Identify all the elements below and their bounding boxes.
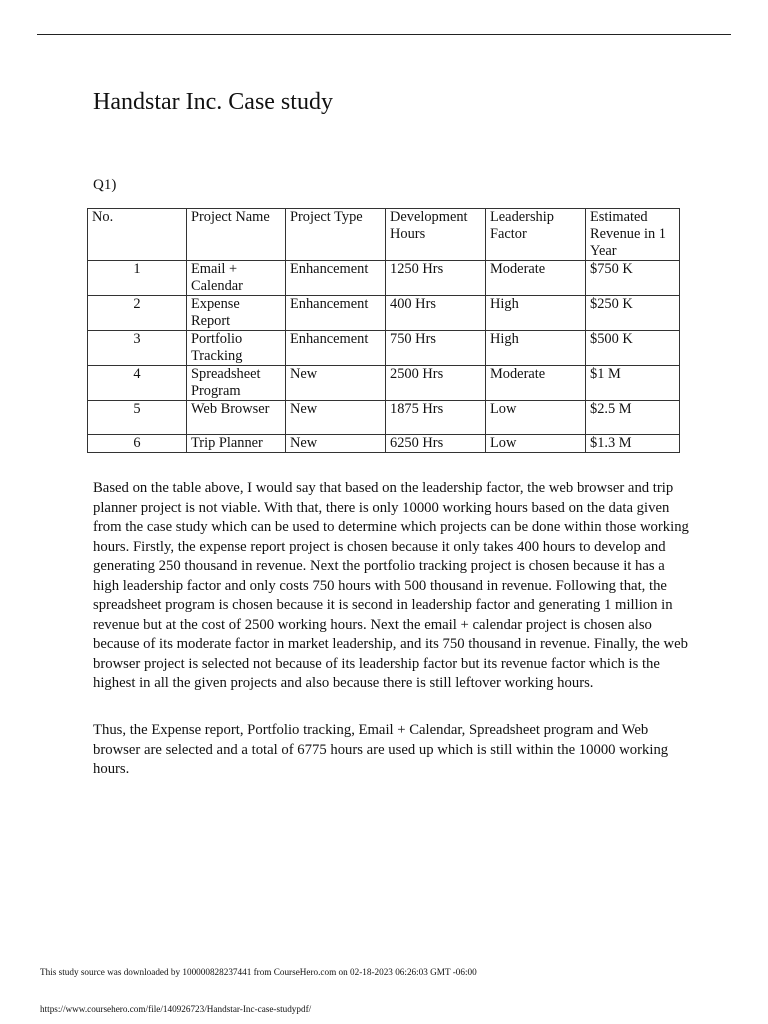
- analysis-paragraph: Based on the table above, I would say that based on the leadership factor, the web browser and trip planner project is not viable. With that, there is only 10000 working hours based on the data given from the case study which can be used to determine which projects can be done within those working hours. Firstly, the expense report project is chosen because it only takes 400 hours to develop and generating 250 thousand in revenue. Next the portfolio tracking project is chosen because it has a high leadership factor and only costs 750 hours with 500 thousand in revenue. Following that, the spreadsheet program is chosen because it is second in leadership factor and generating 1 million in revenue but at the cost of 2500 working hours. Next the email + calendar project is chosen also because of its moderate factor in market leadership, and its 750 thousand in revenue. Finally, the web browser project is selected not because of its leadership factor but its revenue factor which is the highest in all the given projects and also because there is still leftover working hours.: [93, 480, 689, 691]
- table-row: [88, 366, 680, 401]
- cell-project-name: Trip Planner: [187, 435, 286, 453]
- cell-leadership-factor: High: [486, 331, 586, 366]
- cell-project-type: New: [286, 401, 386, 435]
- table-header-row: [88, 209, 680, 261]
- cell-project-type: New: [286, 435, 386, 453]
- document-title: Handstar Inc. Case study: [93, 89, 333, 115]
- cell-project-type: Enhancement: [286, 331, 386, 366]
- cell-no: 6: [88, 435, 187, 453]
- cell-leadership-factor: Low: [486, 401, 586, 435]
- question-label: Q1): [93, 177, 117, 193]
- cell-development-hours: 1875 Hrs: [386, 401, 486, 435]
- cell-project-type: Enhancement: [286, 296, 386, 331]
- cell-development-hours: 400 Hrs: [386, 296, 486, 331]
- cell-project-type: New: [286, 366, 386, 401]
- cell-project-name: Spreadsheet Program: [187, 366, 286, 401]
- conclusion-paragraph: Thus, the Expense report, Portfolio tracking, Email + Calendar, Spreadsheet program and Web browser are selected and a total of 6775 hours are used up which is still within the 10000 working hours.: [93, 722, 669, 777]
- cell-leadership-factor: High: [486, 296, 586, 331]
- cell-leadership-factor: Low: [486, 435, 586, 453]
- header-project-name: Project Name: [187, 209, 286, 261]
- cell-project-name: Portfolio Tracking: [187, 331, 286, 366]
- header-leadership-factor: Leadership Factor: [486, 209, 586, 261]
- header-project-type: Project Type: [286, 209, 386, 261]
- table-row: [88, 401, 680, 435]
- cell-no: 3: [88, 331, 187, 366]
- header-development-hours: Development Hours: [386, 209, 486, 261]
- cell-project-name: Email + Calendar: [187, 261, 286, 296]
- cell-development-hours: 2500 Hrs: [386, 366, 486, 401]
- cell-development-hours: 750 Hrs: [386, 331, 486, 366]
- cell-leadership-factor: Moderate: [486, 261, 586, 296]
- cell-no: 4: [88, 366, 187, 401]
- cell-no: 5: [88, 401, 187, 435]
- cell-no: 1: [88, 261, 187, 296]
- projects-table: [87, 208, 680, 453]
- cell-leadership-factor: Moderate: [486, 366, 586, 401]
- cell-estimated-revenue: $1 M: [586, 366, 680, 401]
- top-divider: [37, 34, 731, 35]
- source-url: https://www.coursehero.com/file/140926723/Handstar-Inc-case-studypdf/: [40, 1004, 312, 1014]
- cell-estimated-revenue: $250 K: [586, 296, 680, 331]
- table-row: [88, 435, 680, 453]
- cell-estimated-revenue: $2.5 M: [586, 401, 680, 435]
- table-row: [88, 296, 680, 331]
- download-notice: This study source was downloaded by 100000828237441 from CourseHero.com on 02-18-2023 06:26:03 GMT -06:00: [40, 967, 477, 977]
- cell-development-hours: 6250 Hrs: [386, 435, 486, 453]
- cell-development-hours: 1250 Hrs: [386, 261, 486, 296]
- table-row: [88, 331, 680, 366]
- header-no: No.: [88, 209, 187, 261]
- header-estimated-revenue: Estimated Revenue in 1 Year: [586, 209, 680, 261]
- cell-estimated-revenue: $500 K: [586, 331, 680, 366]
- table-row: [88, 261, 680, 296]
- cell-project-type: Enhancement: [286, 261, 386, 296]
- cell-estimated-revenue: $750 K: [586, 261, 680, 296]
- cell-estimated-revenue: $1.3 M: [586, 435, 680, 453]
- cell-project-name: Web Browser: [187, 401, 286, 435]
- cell-project-name: Expense Report: [187, 296, 286, 331]
- cell-no: 2: [88, 296, 187, 331]
